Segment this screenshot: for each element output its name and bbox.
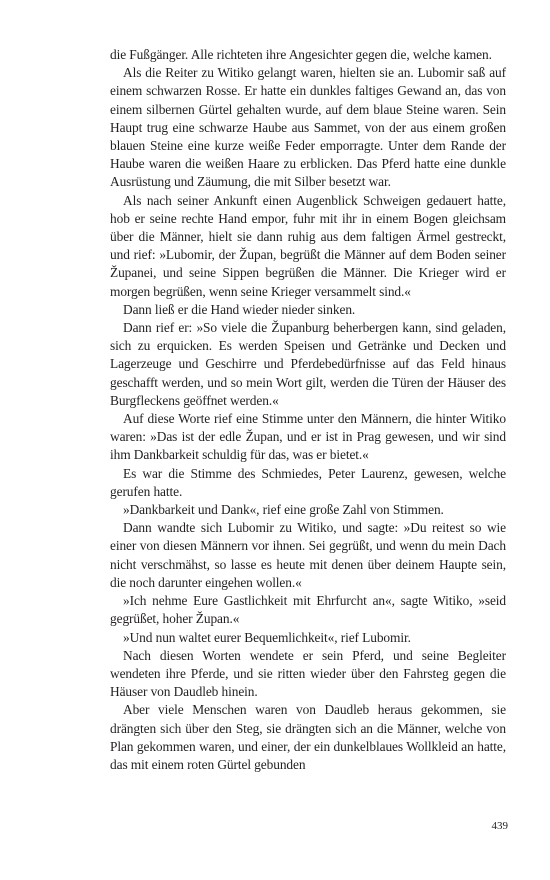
paragraph: Aber viele Menschen waren von Daudleb heraus gekommen, sie drängten sich über den Steg, sie drängten sich an die Männer, welche von Plan gekommen waren, und einer, der ein dunkelblaues Wollkleid an hatte, das mit einem roten Gürtel gebunden (110, 702, 506, 772)
paragraph-continuation: die Fußgänger. Alle richteten ihre Angesichter gegen die, welche kamen. (110, 47, 492, 62)
paragraph: Dann rief er: »So viele die Županburg beherbergen kann, sind geladen, sich zu erquicken. Es werden Speisen und Getränke und Decken und Lagerzeuge und Geschirre und Pferdebedürfnisse auf das Feld hinaus geschafft werden, und so mein Wort gilt, werden die Türen der Häuser des Burgfleckens geöffnet werden.« (110, 320, 506, 408)
paragraph: »Dankbarkeit und Dank«, rief eine große Zahl von Stimmen. (123, 502, 444, 518)
paragraph: Nach diesen Worten wendete er sein Pferd, und seine Begleiter wendeten ihre Pferde, und sie ritten wieder über den Fahrsteg gegen die Häuser von Daudleb hinein. (110, 647, 506, 700)
paragraph: »Und nun waltet eurer Bequemlichkeit«, rief Lubomir. (123, 629, 411, 645)
paragraph: Als die Reiter zu Witiko gelangt waren, hielten sie an. Lubomir saß auf einem schwarzen Rosse. Er hatte ein dunkles faltiges Gewand an, das von einem silbernen Gürtel gehalten wurde, auf dem blaue Steine waren. Sein Haupt trug eine schwarze Haube aus Sammet, von der aus einem großen blauen Steine eine kurze weiße Feder emporragte. Unter dem Rande der Haube waren die weißen Haare zu erblicken. Das Pferd hatte eine dunkle Ausrüstung und Zäumung, die mit Silber besetzt war. (110, 65, 506, 190)
paragraph: Auf diese Worte rief eine Stimme unter den Männern, die hinter Witiko waren: »Das ist der edle Župan, und er ist in Prag gewesen, und wir sind ihm Dankbarkeit schuldig für das, was er bietet.« (110, 411, 506, 463)
paragraph: »Ich nehme Eure Gastlichkeit mit Ehrfurcht an«, sagte Witiko, »seid gegrüßet, hoher Župan.« (110, 593, 506, 627)
paragraph: Es war die Stimme des Schmiedes, Peter Laurenz, gewesen, welche gerufen hatte. (110, 465, 506, 499)
paragraph: Dann wandte sich Lubomir zu Witiko, und sagte: »Du reitest so wie einer von diesen Männern vor ihnen. Sei gegrüßt, und wenn du mein Dach nicht verschmähst, so lasse es heute mit denen über deinem Haupte sein, die noch darunter eingehen wollen.« (110, 520, 506, 590)
paragraph: Als nach seiner Ankunft einen Augenblick Schweigen gedauert hatte, hob er seine rechte Hand empor, fuhr mit ihr in einem Bogen gleichsam über die Männer, hielt sie dann ruhig aus dem faltigen Ärmel gestreckt, und rief: »Lubomir, der Župan, begrüßt die Männer auf dem Boden seiner Županei, und seine Sippen begrüßen die Männer. Die Krieger wird er morgen begrüßen, wenn seine Krieger versammelt sind.« (110, 192, 506, 299)
body-text (110, 46, 506, 774)
page-number: 439 (491, 820, 508, 832)
paragraph: Dann ließ er die Hand wieder nieder sinken. (123, 301, 356, 317)
